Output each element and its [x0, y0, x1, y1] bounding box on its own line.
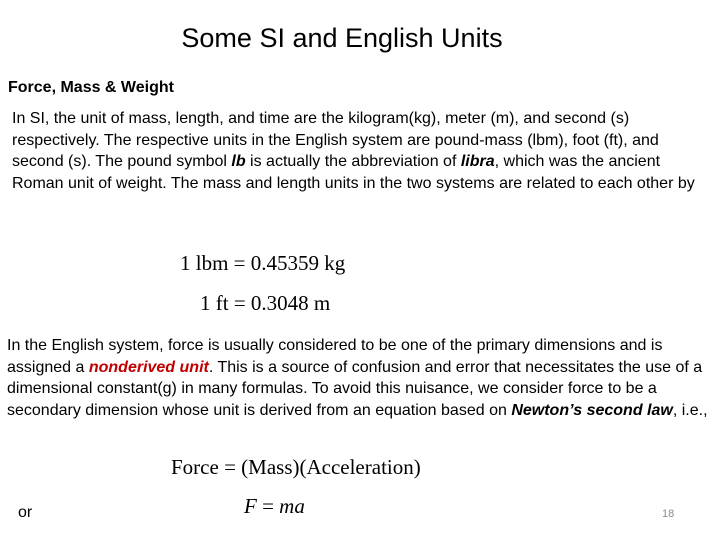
equation-force-symbols — [244, 493, 305, 519]
paragraph-text: In SI, the unit of mass, length, and time are the kilogram(kg), meter (m), and second (s) respectively. The respective units in the English system are pound-mass (lbm), foot (ft), and second (s). The pound symbol — [12, 110, 659, 170]
equation-equals: = — [256, 494, 280, 518]
paragraph-text: In the English system, force is usually considered to be one of the primary dimensions and is assigned a — [7, 337, 663, 376]
paragraph-si-units — [12, 108, 697, 194]
keyword-lb: lb — [231, 153, 246, 170]
keyword-libra: libra — [460, 153, 495, 170]
paragraph-text: . This is a source of confusion and error that necessitates the use of a dimensional constant(g) in many formulas. To avoid this nuisance, we consider force to be a secondary dimension whose unit is derived from an equation based on — [7, 358, 703, 419]
equation-lhs: F — [244, 494, 257, 518]
or-label: or — [18, 504, 33, 521]
page-number: 18 — [662, 508, 675, 520]
section-subtitle: Force, Mass & Weight — [8, 79, 174, 96]
equation-mass-conversion: 1 lbm = 0.45359 kg — [180, 251, 346, 275]
paragraph-english-system — [7, 335, 717, 421]
keyword-newtons-second-law: Newton’s second law — [511, 401, 673, 419]
equation-rhs: ma — [279, 494, 305, 518]
equation-force-words: Force = (Mass)(Acceleration) — [171, 455, 421, 479]
paragraph-text: , i.e., — [672, 401, 708, 419]
slide-title: Some SI and English Units — [181, 23, 503, 53]
equation-length-conversion: 1 ft = 0.3048 m — [200, 291, 331, 315]
keyword-nonderived-unit: nonderived unit — [88, 358, 209, 376]
paragraph-text: , which was the ancient Roman unit of weight. The mass and length units in the two systems are related to each other by — [12, 153, 695, 192]
paragraph-text: is actually the abbreviation of — [245, 153, 461, 170]
